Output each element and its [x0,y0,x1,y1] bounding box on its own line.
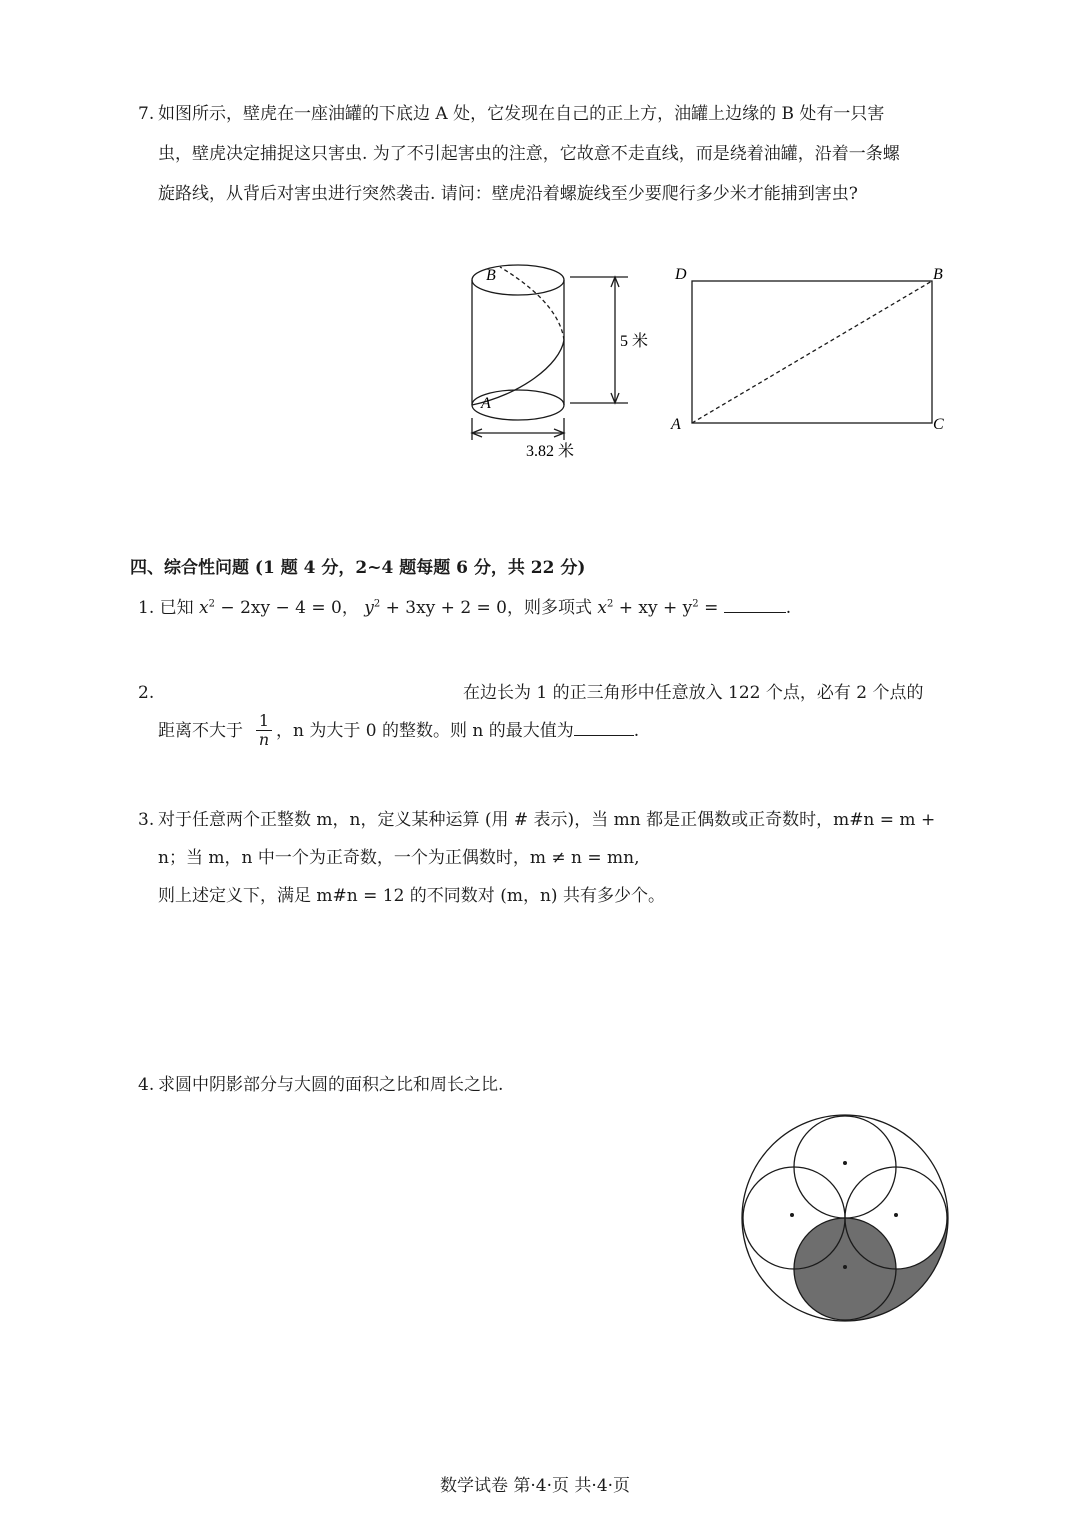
q1-x2: x [597,598,607,618]
rect-label-A: A [671,416,681,433]
problem7-number: 7. [138,104,155,124]
rect-label-C: C [933,416,944,433]
top-circle [794,1116,896,1218]
label-A: A [481,395,491,412]
center-dot-bottom [843,1265,847,1269]
section4-title: 四、综合性问题 (1 题 4 分，2~4 题每题 6 分，共 22 分) [130,558,586,578]
cylinder-figure [470,255,670,470]
problem7-line2: 虫，壁虎决定捕捉这只害虫. 为了不引起害虫的注意，它故意不走直线，而是绕着油罐，沿着一条螺 [158,144,900,164]
width-label: 3.82 米 [526,443,575,460]
q4-text: 求圆中阴影部分与大圆的面积之比和周长之比. [158,1075,504,1095]
page-footer: 数学试卷 第·4·页 共·4·页 [440,1476,631,1496]
unrolled-rectangle [692,281,932,423]
q1-poly: + xy + y [618,598,693,618]
spiral-back [500,267,564,340]
q2-answer-blank[interactable] [574,735,634,736]
q2-frac-den: n [258,730,270,749]
q1-prefix: 已知 [159,598,194,618]
rect-label-B: B [933,266,943,283]
q1-answer-blank[interactable] [724,612,786,613]
q1-equals: = [704,598,719,618]
center-dot-left [790,1213,794,1217]
q3-line1: 对于任意两个正整数 m，n，定义某种运算 (用 # 表示)，当 mn 都是正偶数或正奇数时，m#n = m + [158,810,936,830]
q2-frac-num: 1 [256,712,272,731]
q2-mid-text: ，n 为大于 0 的整数。则 n 的最大值为 [276,721,574,741]
q3-line2: n；当 m，n 中一个为正奇数，一个为正偶数时，m ≠ n = mn, [158,848,640,868]
q1-sup: 2 [607,598,614,610]
q2-end: . [633,721,640,741]
q2-line1: 在边长为 1 的正三角形中任意放入 122 个点，必有 2 个点的 [463,683,924,703]
q1-number: 1. [138,598,155,618]
q1-eq1: − 2xy − 4 = 0， [220,598,359,618]
q2-pre: 距离不大于 [158,721,243,741]
q1-x: x [199,598,209,618]
q1-end: . [785,598,792,618]
q1-sup: 2 [692,598,699,610]
center-dot-right [894,1213,898,1217]
label-B: B [486,267,496,284]
q4-number: 4. [138,1075,155,1095]
rect-label-D: D [675,266,687,283]
q3-line3: 则上述定义下，满足 m#n = 12 的不同数对 (m，n) 共有多少个。 [158,886,665,906]
q3-number: 3. [138,810,155,830]
q2-fraction [256,712,272,749]
rectangle-diagonal [692,281,932,423]
height-label: 5 米 [620,333,649,350]
question1 [138,598,791,618]
center-dot-top [843,1161,847,1165]
q1-y: y [364,598,374,618]
q2-number: 2. [138,683,155,703]
problem7-line1: 如图所示，壁虎在一座油罐的下底边 A 处，它发现在自己的正上方，油罐上边缘的 B 处有一只害 [158,104,885,124]
unrolled-rectangle-figure [665,262,955,442]
q1-eq2: + 3xy + 2 = 0，则多项式 [385,598,592,618]
q2-mid [276,721,639,741]
q1-sup: 2 [373,598,381,610]
problem7-line3: 旋路线，从背后对害虫进行突然袭击. 请问：壁虎沿着螺旋线至少要爬行多少米才能捕到害虫? [158,184,858,204]
left-circle [743,1167,845,1269]
q1-sup: 2 [208,598,216,610]
circles-figure [735,1108,955,1328]
